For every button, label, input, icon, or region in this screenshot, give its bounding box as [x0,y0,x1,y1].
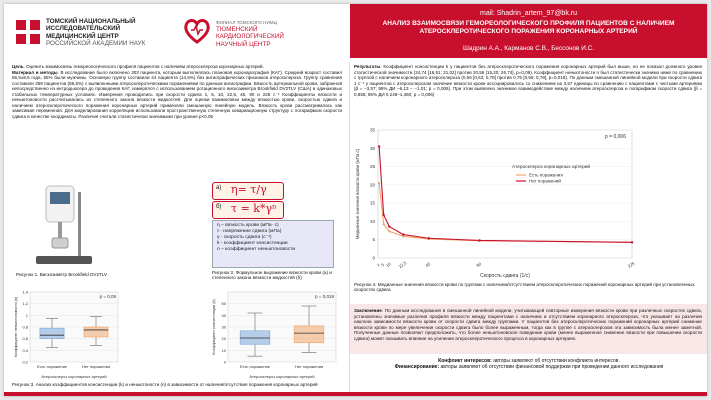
y-tick-label: 50 [221,301,226,307]
disclosures [364,358,694,370]
legend-line: τ - напряжение сдвига (мПа) [217,229,282,234]
legend-label: Есть поражения [529,172,563,178]
y-axis-label: Коэффициент неньютоновости (n) [14,296,18,358]
legend-title: Атеросклероз коронарных артерий [512,165,591,170]
org1-line: ИССЛЕДОВАТЕЛЬСКИЙ [46,25,121,33]
y-tick-label: 30 [369,145,375,151]
y-tick-label: 40 [221,312,226,318]
funding-text: авторы заявляют об отсутствии финансовой поддержки при проведении данного исследования [439,364,664,370]
y-tick-label: 0 [372,255,375,261]
funding-line [364,364,694,370]
y-tick-label: 0,6 [22,336,28,342]
legend-line: γ - скорость сдвига (с⁻¹) [217,235,272,240]
goal-label: Цель [12,64,24,69]
heart-logo-icon [182,16,212,46]
data-point [378,182,380,184]
y-tick-label: 35 [369,127,375,133]
p-value-annotation: p = 0,09 [99,294,116,299]
y-tick-label: 1,2 [22,301,28,307]
org1-line: ТОМСКИЙ НАЦИОНАЛЬНЫЙ [46,18,136,25]
data-point [388,225,390,227]
y-tick-label: 20 [221,336,226,342]
viscosity-line-chart [352,122,642,280]
data-point [478,239,480,241]
data-point [428,237,430,239]
figure4-caption: Рисунок 4. Медианные значения вязкости крови по группам с наличием/отсутствием атеросклеротических поражений коронарных артерий при установленных скоростях сдвига [354,282,695,293]
y-tick-label: 20 [369,182,375,188]
org2-line: ТЮМЕНСКИЙ [216,26,258,34]
box-chart-n [12,286,122,382]
conflict-text: авторы заявляют об отсутствии конфликта интересов. [491,358,620,364]
data-point [382,223,384,225]
y-tick-label: 0,2 [22,359,28,365]
results-body: . Коэффициент консистенции k у пациентов без атеросклеротического поражения коронарных артерий был выше, но не показал должного уровня статистической значимости (24,74 [16,51; 31,02] против 20,56 [15,20; 26,74], p=0,09). Коэффициент неньютоности n был статистически значимо ниже по сравнению с группой с наличием коронарного атеросклероза (0,66 [0,63; 0,78] против 0,75 [0,66; 0,78], p=0,019). По данным смешанной линейной модели при скорости сдвига 1 с⁻¹ у пациентов с атеросклерозом значение вязкости крови ассоциировалось со снижением на 3,57 единицы по сравнению с пациентами с чистыми артериями (β = −3,57; 95% ДИ −6,13 − −1,01; p = 0,006). При этом выявлено значимое взаимодействие между наличием атеросклероза и логарифмом скорости сдвига (β = 0,855; 95% ДИ 0,249–1,460; p = 0,006) [354,64,702,97]
box [294,326,324,343]
formula-a-label: а) [216,185,222,191]
category-label: Нет поражения [294,364,324,369]
x-tick-label: 90 [475,261,483,269]
org2-line: КАРДИОЛОГИЧЕСКИЙ [216,33,284,41]
conclusion-label: Заключение [354,308,382,313]
x-tick-label: 225 [626,260,636,269]
formula-a-text: η= τ/γ [231,183,267,196]
y-axis-label: Коэффициент консистенции (k) [212,299,216,355]
data-point [402,233,404,235]
plot-area [378,130,632,258]
box-chart-k [210,286,340,382]
bottom-accent-bar [4,392,707,396]
org1-line: МЕДИЦИНСКИЙ ЦЕНТР [46,32,119,40]
y-tick-label: 0,4 [22,347,28,353]
figure1-caption: Рисунок 1. Вискозиметр Brookfield DV2TLV [16,272,108,277]
org1-subtitle: РОССИЙСКОЙ АКАДЕМИИ НАУК [46,39,146,47]
org2-line: НАУЧНЫЙ ЦЕНТР [216,40,271,48]
org2-small: ФИЛИАЛ ТОМСКОГО НИМЦ [216,20,278,25]
formula-b [212,201,284,219]
methods-paragraph [12,70,342,120]
left-text [12,64,342,119]
box [40,328,64,339]
conclusion-text [354,308,702,342]
x-tick-label: 22,5 [397,260,408,270]
legend-label: Нет поражений [529,178,561,184]
x-tick-label: 45 [424,261,432,269]
y-tick-label: 0 [223,359,226,365]
contact-email[interactable]: mail: Shadrin_artem_97@bk.ru [480,10,577,17]
figure3-caption: Рисунок 3. Анализ коэффициентов консистенции (k) и неньютоности (n) в зависимости от наличия/отсутствия поражения коронарных артерий [12,382,318,387]
legend-line: η – вязкость крови (мПа· с) [217,223,279,228]
results-text [354,64,702,97]
goal-text: . Оценить взаимосвязь гемореологического профиля пациентов с наличием атеросклероза коронарных артерий. [23,64,264,69]
formula-b-text: τ = k*γⁿ [231,202,277,215]
y-tick-label: 15 [369,200,375,206]
conflict-label: Конфликт интересов: [438,358,492,364]
legend-line: n – коэффициент неньютоновости [217,247,296,252]
formula-a [212,182,284,200]
authors: Шадрин А.А., Карманов С.В., Бессонов И.С. [463,45,594,52]
y-tick-label: 0,8 [22,324,28,330]
y-tick-label: 10 [369,218,375,224]
y-tick-label: 30 [221,324,226,330]
y-tick-label: 1 [25,312,28,318]
category-label: Есть поражение [239,364,271,369]
org2-name [216,19,284,48]
header-left [4,4,350,62]
x-tick-label: 10 [385,261,392,269]
data-point [388,230,390,232]
y-tick-label: 5 [372,237,375,243]
box [240,331,270,344]
legend-line: k - коэффициент консистенции [217,241,288,246]
x-axis-label: Атеросклероз коронарных артерий [249,374,315,379]
formula-legend [212,220,334,268]
category-label: Нет поражения [81,364,111,369]
funding-label: Финансирование: [394,364,440,370]
org1-name [46,18,145,47]
x-tick-label: 1 [375,262,381,268]
x-axis-label: Атеросклероз коронарных артерий [41,374,107,379]
poster-title: АНАЛИЗ ВЗАИМОСВЯЗИ ГЕМОРЕОЛОГИЧЕСКОГО ПРОФИЛЯ ПАЦИЕНТОВ С НАЛИЧИЕМ АТЕРОСКЛЕРОТИЧЕСКОГО ПОРАЖЕНИЯ КОРОНАРНЫХ АРТЕРИЙ [382,20,675,35]
y-axis-label: Медианные значения вязкости крови (мПа·с) [355,148,360,240]
y-tick-label: 1,4 [22,289,28,295]
tnimc-logo-icon [14,18,42,46]
data-point [378,145,380,147]
methods-label: Материал и методы [12,69,58,75]
data-point [382,214,384,216]
data-point [631,241,633,243]
box [84,327,108,337]
results-paragraph [354,64,702,97]
viscometer-image [16,182,112,268]
x-tick-label: 5 [380,262,386,268]
category-label: Есть поражение [36,364,68,369]
formula-b-label: б) [216,204,222,210]
header-title-banner [350,4,707,58]
x-axis-label: Скорость сдвига (1/с) [480,273,530,279]
y-tick-label: 10 [221,347,226,353]
conclusion-body: . По данным исследования в смешанной линейной модели, учитывающей повторные измерения вязкости крови при различных скоростях сдвига, установлены значимые различия профиля вязкости между пациентами с наличием и отсутствием коронарного атеросклероза, что указывает на различия наклона зависимости вязкости крови от скорости сдвига между группами. У пациентов без атеросклеротических поражений коронарных артерий снижение вязкости крови по мере увеличения скорости сдвига было более выраженным, тогда как в группе с атеросклерозом эта зависимость была менее заметной. Полученные данные позволяют предположить, что более неньютоновское поведение крови (менее выраженное снижение вязкости при повышении скорости сдвига) может оказывать влияние на усиление атеросклеротического процесса в коронарных артериях. [354,308,702,341]
figure2-caption: Рисунок 2. Формульное выражение вязкости крови (а) и степенного закона вязкости жидкостей (б) [212,270,332,281]
poster [4,4,707,396]
methods-text: . В исследование было включено 303 пациента, которым выполнялась плановая коронарография (КАГ). Средний возраст составил 65,5±9,5 года, 55% были мужчины. Основную группу составили 44 пациента (14,5%) без ангиографических признаков атеросклероза. Группу сравнения составили 259 пациентов (85,5%) с выявленными атеросклеротическими поражениями по данным ангиографии. Вязкость артериальной крови, забранной непосредственно из интродьюсера до проведения КАГ, измерялся с использованием ротационного вискозиметра Brookfield DV2TLV (США) в одинаковых стабильных температурных условиях. Измерения проводились при скорости сдвига 1, 5, 10, 22,5, 45, 90 и 225 с⁻¹ Коэффициенты вязкости и неньютоновости рассчитывались из степенного закона вязкости жидкостей. Для оценки взаимосвязи между вязкостью крови, скоростью сдвига и наличием атеросклеротического поражения коронарных артерий применяли смешанную линейную модель. Вязкость крови рассматривалась как зависимая переменная. Для моделирования корреляции использовали пространственную степенную ковариационную структуру с логарифмом скорости сдвига в качестве координаты. Различия считали статистически значимыми при уровне p<0,05 [12,69,342,119]
y-tick-label: 25 [369,164,375,170]
results-label: Результаты [354,64,381,69]
p-value-annotation: p = 0,019 [315,294,334,299]
p-value-annotation: p = 0,006 [605,134,626,140]
